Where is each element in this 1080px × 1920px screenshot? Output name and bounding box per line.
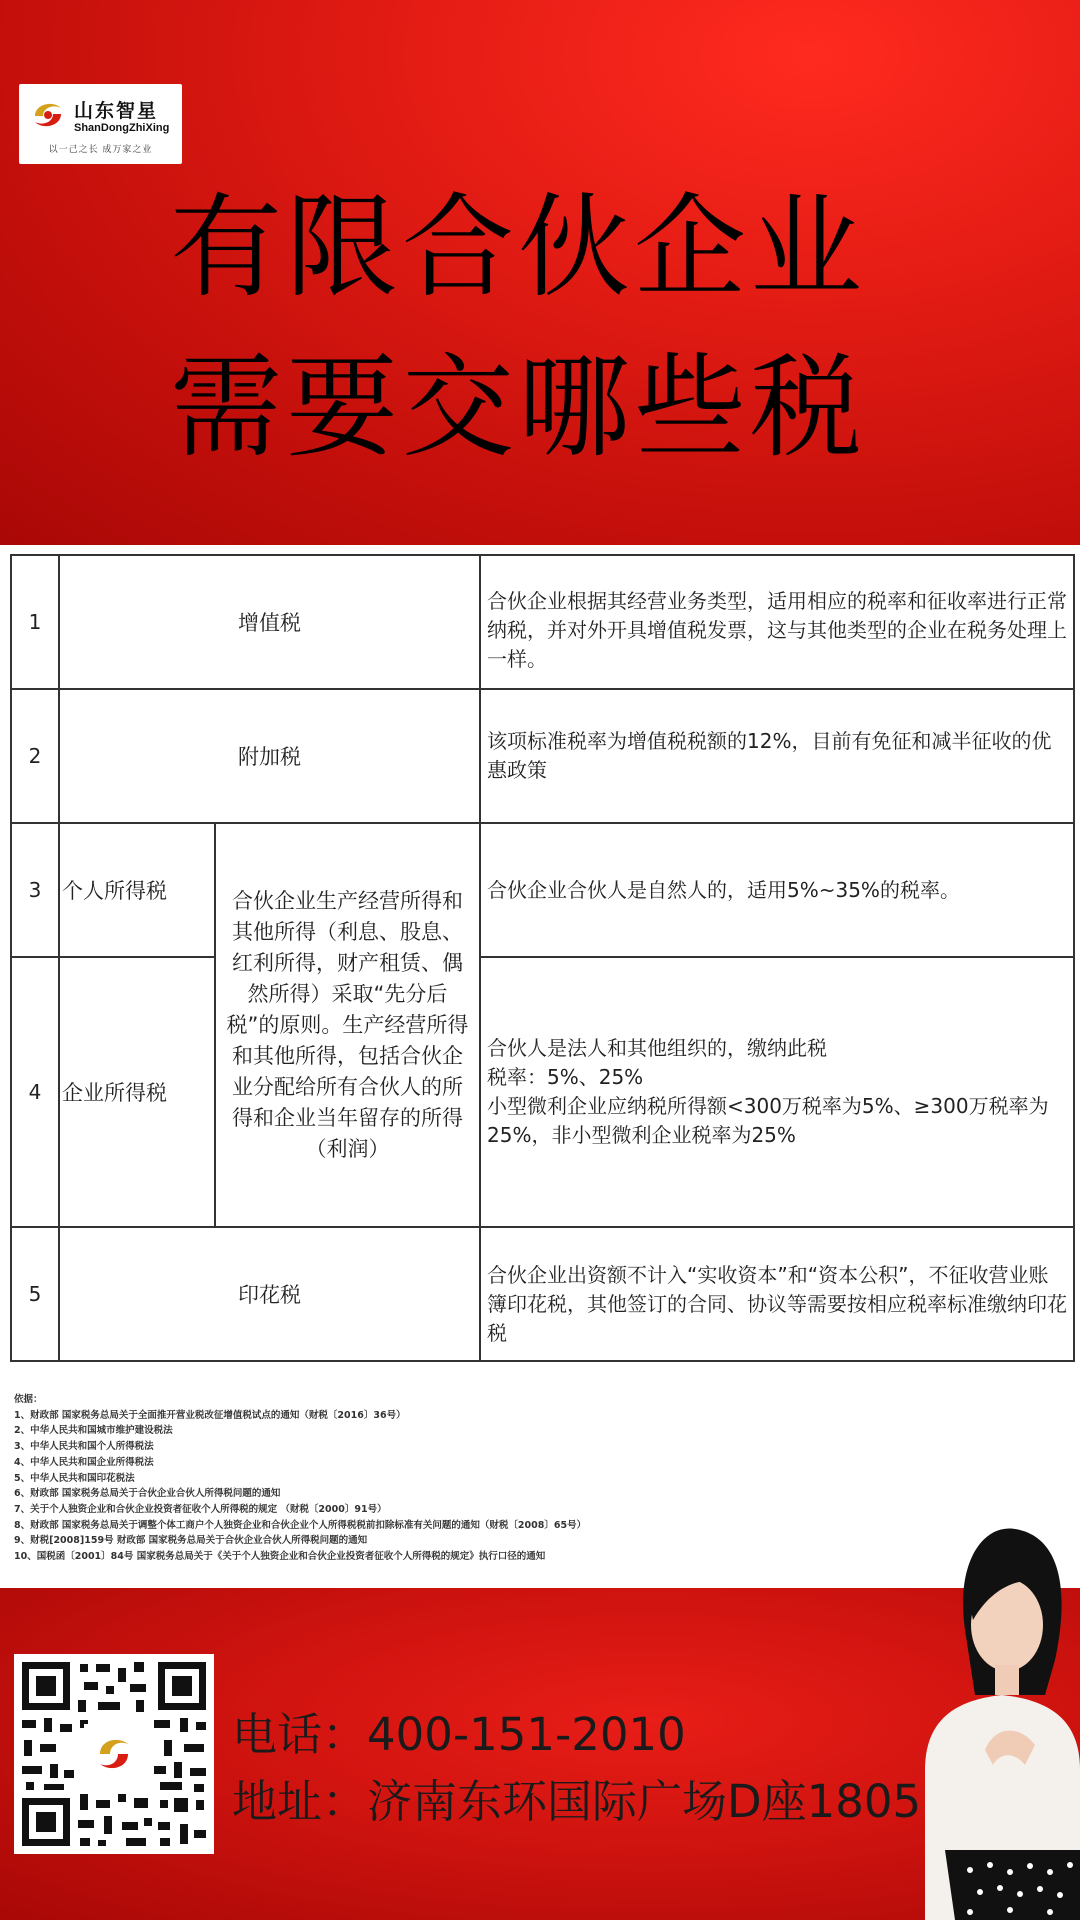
- consultant-photo: [925, 1520, 1080, 1920]
- tax-description: 合伙企业根据其经营业务类型，适用相应的税率和征收率进行正常纳税，并对外开具增值税发票，这与其他类型的企业在税务处理上一样。: [480, 555, 1074, 689]
- income-tax-merged-note: 合伙企业生产经营所得和其他所得（利息、股息、红利所得，财产租赁、偶然所得）采取“先分后税”的原则。生产经营所得和其他所得，包括合伙企业分配给所有合伙人的所得和企业当年留存的所得（利润）: [215, 823, 480, 1227]
- note-item: 1、财政部 国家税务总局关于全面推开营业税改征增值税试点的通知（财税〔2016〕36号）: [14, 1409, 406, 1421]
- row-number: 5: [11, 1227, 59, 1361]
- tax-description: [480, 957, 1074, 1227]
- table-row: [11, 823, 1074, 957]
- contact-address: 地址：济南东环国际广场D座1805: [232, 1775, 922, 1828]
- table-row: [11, 957, 1074, 1227]
- row-number: 1: [11, 555, 59, 689]
- brand-logo-icon: [27, 94, 69, 136]
- tax-name: 个人所得税: [59, 823, 215, 957]
- note-item: 7、关于个人独资企业和合伙企业投资者征收个人所得税的规定 （财税〔2000〕91号）: [14, 1503, 387, 1515]
- tax-name: 附加税: [59, 689, 480, 823]
- tax-name: 增值税: [59, 555, 480, 689]
- legal-basis-notes: [14, 1392, 1014, 1565]
- note-item: 6、财政部 国家税务总局关于合伙企业合伙人所得税问题的通知: [14, 1488, 281, 1500]
- table-row: [11, 689, 1074, 823]
- row-number: 4: [11, 957, 59, 1227]
- tax-description: 合伙企业合伙人是自然人的，适用5%~35%的税率。: [480, 823, 1074, 957]
- tax-description-line: 税率：5%、25%: [487, 1065, 644, 1089]
- brand-name-en: ShanDongZhiXing: [74, 122, 170, 134]
- table-row: [11, 555, 1074, 689]
- tax-name: 印花税: [59, 1227, 480, 1361]
- note-item: 8、财政部 国家税务总局关于调整个体工商户个人独资企业和合伙企业个人所得税税前扣除标准有关问题的通知（财税〔2008〕65号）: [14, 1519, 587, 1531]
- brand-slogan: 以一己之长 成万家之业: [48, 145, 153, 155]
- tax-description: 合伙企业出资额不计入“实收资本”和“资本公积”，不征收营业账簿印花税，其他签订的合同、协议等需要按相应税率标准缴纳印花税: [480, 1227, 1074, 1361]
- note-item: 10、国税函〔2001〕84号 国家税务总局关于《关于个人独资企业和合伙企业投资者征收个人所得税的规定》执行口径的通知: [14, 1551, 546, 1563]
- tax-name: 企业所得税: [59, 957, 215, 1227]
- note-item: 2、中华人民共和国城市维护建设税法: [14, 1425, 173, 1437]
- page-title-line-1: 有限合伙企业: [170, 183, 866, 313]
- row-number: 2: [11, 689, 59, 823]
- tax-description-line: 合伙人是法人和其他组织的，缴纳此税: [487, 1036, 827, 1060]
- note-item: 9、财税[2008]159号 财政部 国家税务总局关于合伙企业合伙人所得税问题的通知: [14, 1535, 368, 1547]
- notes-heading: 依据：: [14, 1394, 43, 1405]
- brand-logo[interactable]: [19, 84, 182, 164]
- qr-code-icon[interactable]: [14, 1654, 214, 1854]
- tax-description-line: 小型微利企业应纳税所得额<300万税率为5%、≥300万税率为25%，非小型微利企业税率为25%: [487, 1094, 1049, 1147]
- brand-name: 山东智星: [74, 100, 159, 122]
- tax-table: [10, 554, 1075, 1362]
- table-row: [11, 1227, 1074, 1361]
- note-item: 3、中华人民共和国个人所得税法: [14, 1441, 154, 1453]
- row-number: 3: [11, 823, 59, 957]
- page-title-line-2: 需要交哪些税: [170, 343, 866, 473]
- note-item: 4、中华人民共和国企业所得税法: [14, 1456, 154, 1468]
- tax-description: 该项标准税率为增值税税额的12%，目前有免征和减半征收的优惠政策: [480, 689, 1074, 823]
- contact-phone[interactable]: 电话：400-151-2010: [232, 1708, 686, 1761]
- note-item: 5、中华人民共和国印花税法: [14, 1472, 135, 1484]
